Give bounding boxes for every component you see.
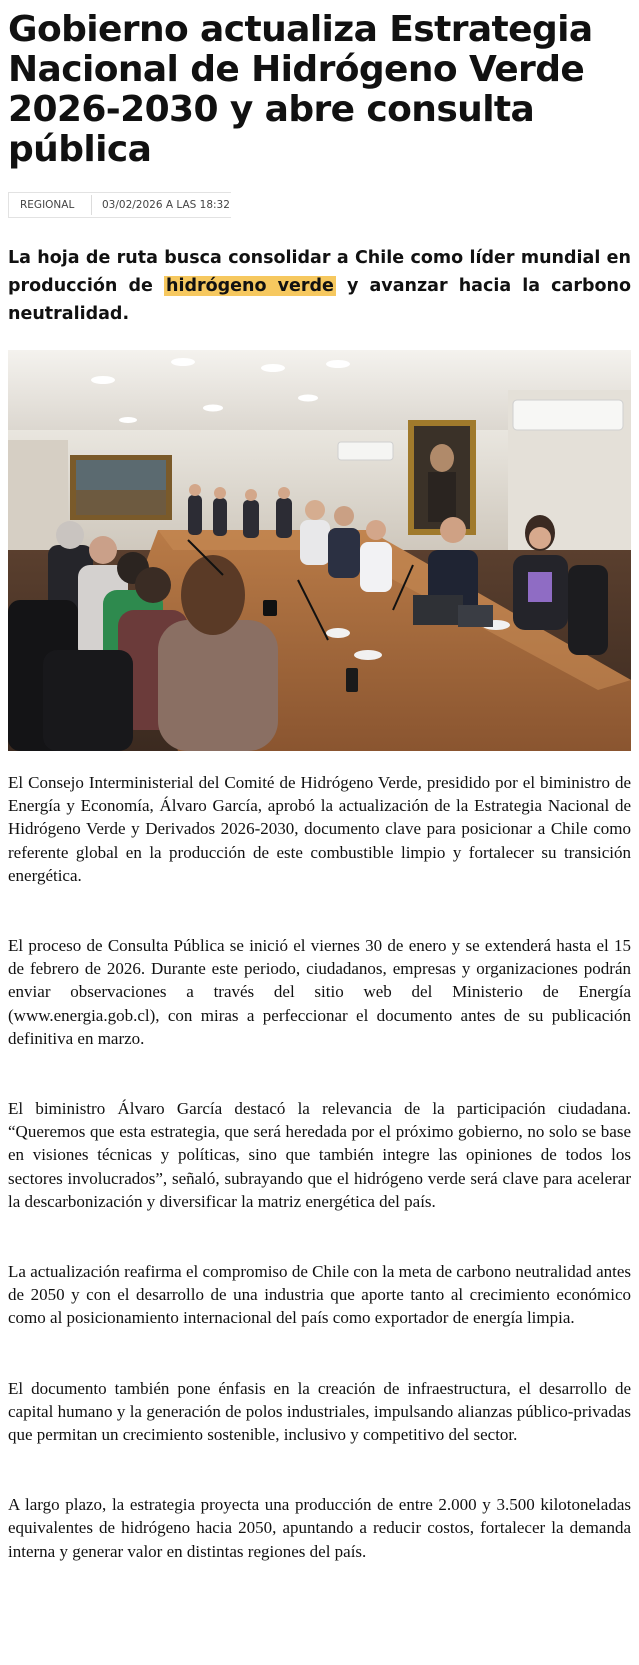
body-paragraph-2: El proceso de Consulta Pública se inició el viernes 30 de enero y se extenderá hasta el 15 de febrero de 2026. Durante este periodo, ciudadanos, empresas y organizaciones podrán enviar observaciones a través del sitio web del Ministerio de Energía (www.energia.gob.cl), con miras a perfeccionar el documento antes de su publicación definitiva en marzo. — [8, 936, 631, 1048]
body-paragraph-4: La actualización reafirma el compromiso de Chile con la meta de carbono neutralidad antes de 2050 y con el desarrollo de una industria que aporte tanto al crecimiento económico como al posicionamiento internacional del país como exportador de energía limpia. — [8, 1262, 631, 1328]
body-paragraph-6: A largo plazo, la estrategia proyecta una producción de entre 2.000 y 3.500 kilotoneladas equivalentes de hidrógeno hacia 2050, apuntando a reducir costos, fortalecer la demanda interna y generar valor en distintas regiones del país. — [8, 1495, 631, 1561]
lead-highlight: hidrógeno verde — [165, 276, 334, 296]
body-paragraph-5: El documento también pone énfasis en la creación de infraestructura, el desarrollo de capital humano y la generación de polos industriales, impulsando alianzas público-privadas que permitan un crecimiento sostenible, inclusivo y competitivo del sector. — [8, 1378, 631, 1445]
category-label[interactable]: REGIONAL — [20, 199, 75, 211]
body-paragraph-1: El Consejo Interministerial del Comité de Hidrógeno Verde, presidido por el biministro de Energía y Economía, Álvaro García, aprobó la actualización de la Estrategia Nacional de Hidrógeno Verde y Derivados 2026-2030, documento clave para posicionar a Chile como referente global en la producción de este combustible limpio y fortalecer su transición energética. — [8, 773, 631, 885]
body-paragraph-3: El biministro Álvaro García destacó la relevancia de la participación ciudadana. “Queremos que esta estrategia, que será heredada por el próximo gobierno, no solo se base en visiones técnicas y políticas, sino que también integre las opiniones de todos los sectores involucrados”, señaló, subrayando que el hidrógeno verde será clave para acelerar la descarbonización y diversificar la matriz energética del país. — [8, 1099, 631, 1211]
article-title: Gobierno actualiza Estrategia Nacional de Hidrógeno Verde 2026-2030 y abre consulta pública — [8, 9, 593, 170]
meta-divider — [91, 195, 92, 215]
article-lead — [8, 244, 631, 328]
publish-date: 03/02/2026 A LAS 18:32 — [102, 199, 230, 211]
article-body — [8, 771, 631, 1610]
lead-text-before: La hoja de ruta busca consolidar a Chile como líder mundial en producción de — [8, 248, 631, 296]
article-photo — [8, 350, 631, 751]
lead-text-after: y avanzar hacia la carbono neutralidad. — [8, 276, 631, 324]
article-meta — [8, 192, 231, 218]
